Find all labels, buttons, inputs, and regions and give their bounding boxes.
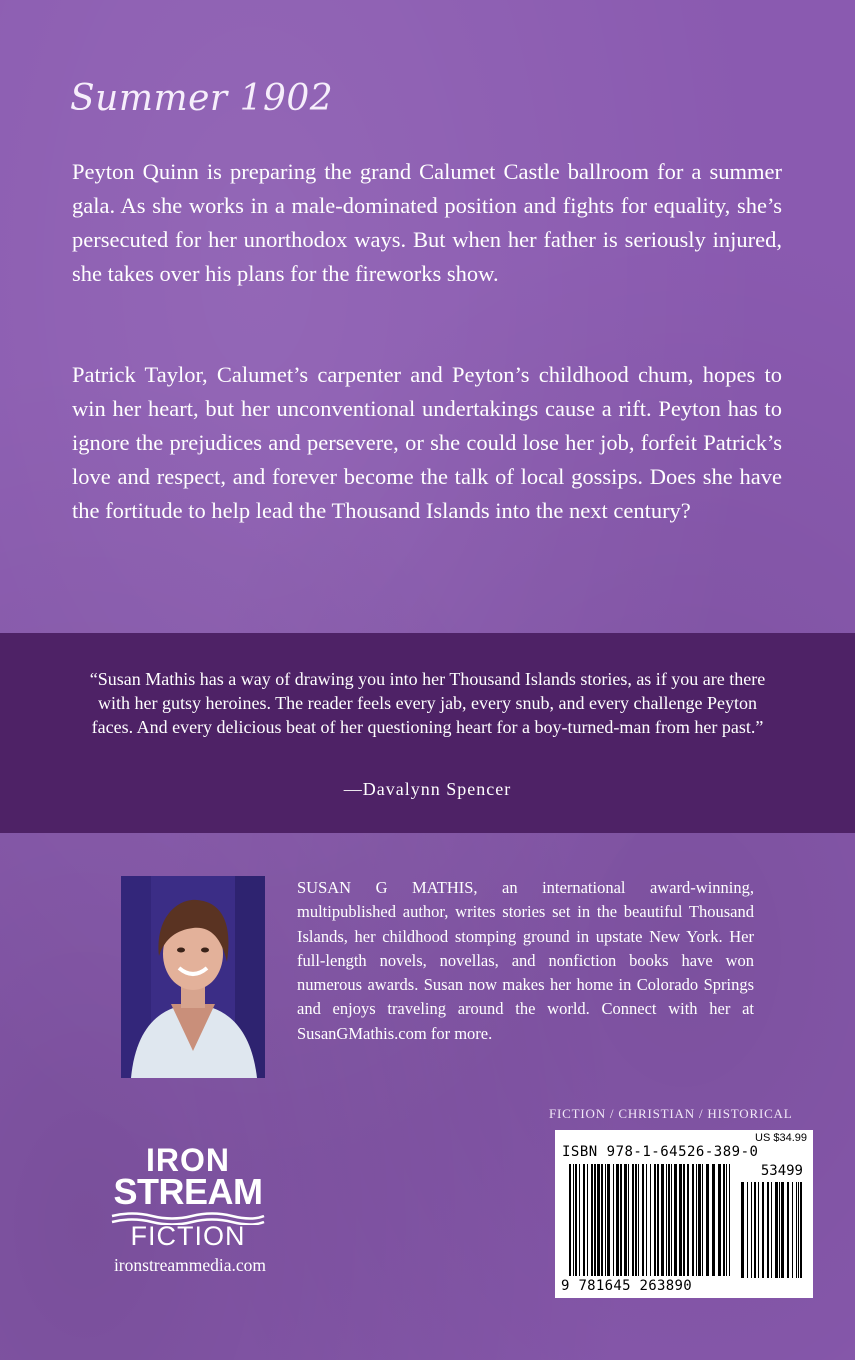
endorsement-quote: “Susan Mathis has a way of drawing you into her Thousand Islands stories, as if you are there with her gutsy heroines. The reader feels every jab, every snub, and every challenge Peyton faces. And every delicious beat of her questioning heart for a boy-turned-man from her past.” [89,669,766,737]
publisher-logo [108,1143,268,1253]
publisher-website: ironstreammedia.com [113,1255,267,1275]
description-paragraph-2: Patrick Taylor, Calumet’s carpenter and Peyton’s childhood chum, hopes to win her heart, but her unconventional undertakings cause a rift. Peyton has to ignore the prejudices and persevere, or she could lose her job, forfeit Patrick’s love and respect, and forever become the talk of local gossips. Does she have the fortitude to help lead the Thousand Islands into the next century? [72,362,782,523]
description-paragraph-1: Peyton Quinn is preparing the grand Calumet Castle ballroom for a summer gala. As she works in a male-dominated position and fights for equality, she’s persecuted for her unorthodox ways. But when her father is seriously injured, she takes over his plans for the fireworks show. [72,159,782,286]
logo-line-2: STREAM [113,1171,263,1212]
barcode-isbn: ISBN 978-1-64526-389-0 [562,1144,759,1160]
genre-label: FICTION / CHRISTIAN / HISTORICAL [549,1106,793,1121]
barcode-addon-number: 53499 [760,1163,803,1179]
isbn-barcode [555,1130,813,1298]
author-portrait-icon [121,876,265,1078]
endorsement-attribution: —Davalynn Spencer [343,779,512,799]
author-bio: SUSAN G MATHIS, an international award-winning, multipublished author, writes stories set in the beautiful Thousand Islands, her childhood stomping ground in upstate New York. Her full-length novels, novellas, and nonfiction books have won numerous awards. Susan now makes her home in Colorado Springs and enjoys traveling around the world. Connect with her at SusanGMathis.com for more. [297,878,754,1043]
cover-heading: Summer 1902 [70,78,334,119]
barcode-bars-icon [555,1130,813,1298]
logo-line-1: IRON [146,1142,230,1178]
barcode-price: US $34.99 [755,1132,807,1144]
author-photo [121,876,265,1078]
logo-line-3: FICTION [130,1221,246,1251]
barcode-digits: 9 781645 263890 [561,1278,692,1294]
